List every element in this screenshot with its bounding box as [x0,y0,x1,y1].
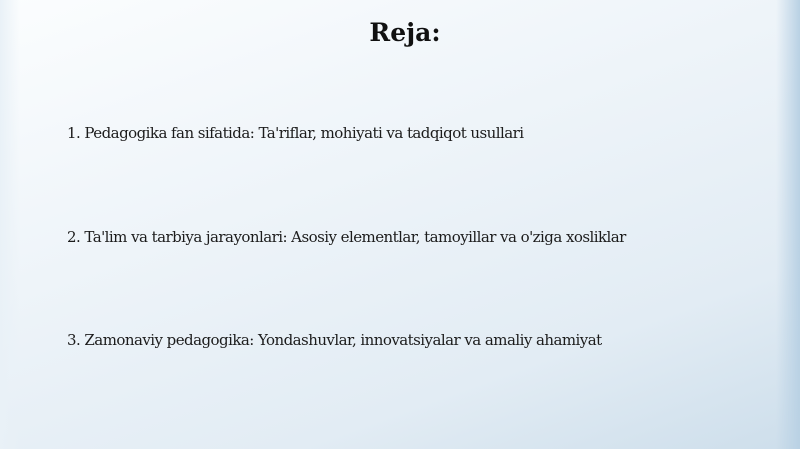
slide-left-shade [0,0,20,449]
plan-item-3: 3. Zamonaviy pedagogika: Yondashuvlar, innovatsiyalar va amaliy ahamiyat [67,331,602,349]
plan-item-1: 1. Pedagogika fan sifatida: Ta'riflar, mohiyati va tadqiqot usullari [67,124,524,142]
plan-item-2: 2. Ta'lim va tarbiya jarayonlari: Asosiy elementlar, tamoyillar va o'ziga xosliklar [67,228,626,246]
slide-title: Reja: [369,18,441,47]
slide-right-shade [776,0,800,449]
